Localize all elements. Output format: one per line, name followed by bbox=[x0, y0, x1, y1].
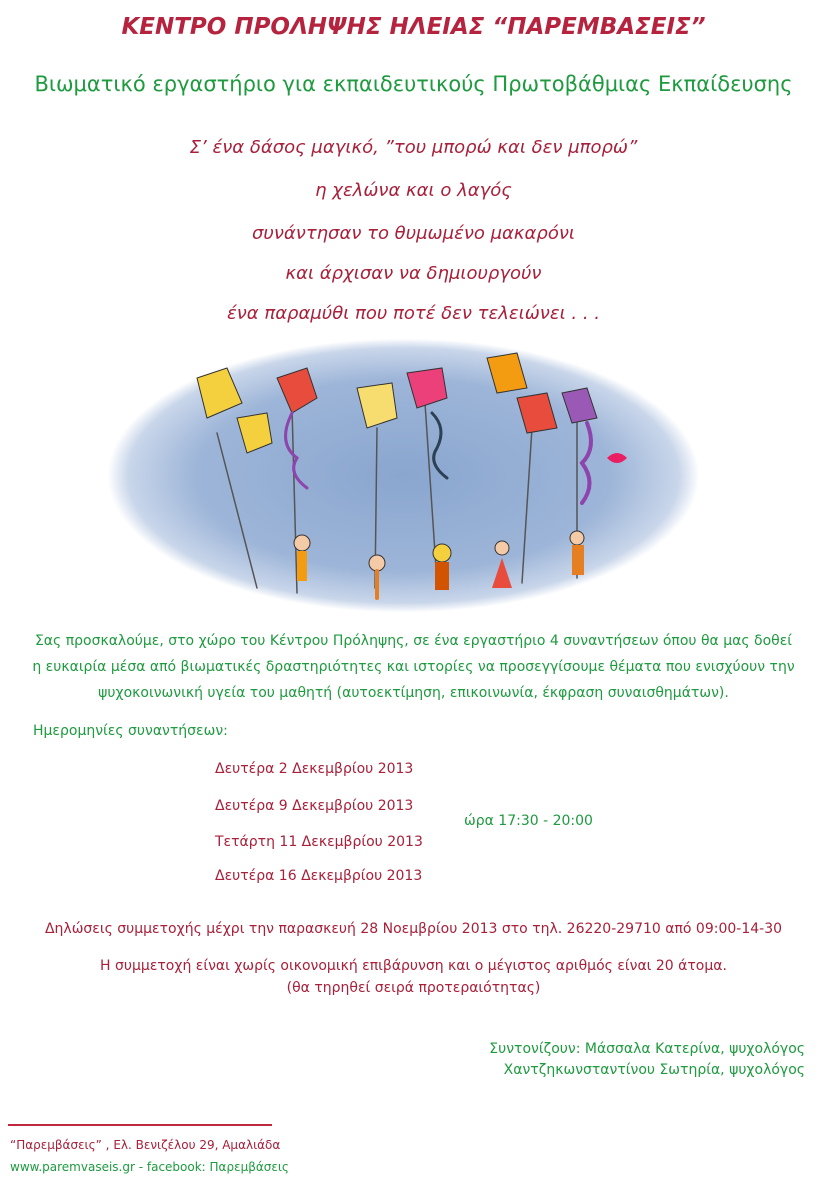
poem-line: συνάντησαν το θυμωμένο μακαρόνι bbox=[252, 223, 575, 244]
coordinator-line: Συντονίζουν: Μάσσαλα Κατερίνα, ψυχολόγος bbox=[489, 1041, 805, 1057]
coordinator-line: Χαντζηκωνσταντίνου Σωτηρία, ψυχολόγος bbox=[503, 1062, 805, 1078]
footer-address: “Παρεμβάσεις” , Ελ. Βενιζέλου 29, Αμαλιάδα bbox=[10, 1138, 281, 1152]
meeting-date: Δευτέρα 9 Δεκεμβρίου 2013 bbox=[215, 798, 414, 814]
meeting-time: ώρα 17:30 - 20:00 bbox=[464, 813, 593, 829]
intro-line: Σας προσκαλούμε, στο χώρο του Κέντρου Πρόληψης, σε ένα εργαστήριο 4 συναντήσεων όπου θα μας δοθεί bbox=[34, 633, 793, 649]
poem-line: η χελώνα και ο λαγός bbox=[315, 180, 512, 201]
poem-line: Σ’ ένα δάσος μαγικό, ”του μπορώ και δεν μπορώ” bbox=[189, 137, 638, 158]
page-title: ΚΕΝΤΡΟ ΠΡΟΛΗΨΗΣ ΗΛΕΙΑΣ “ΠΑΡΕΜΒΑΣΕΙΣ” bbox=[121, 14, 706, 40]
intro-line: η ευκαιρία μέσα από βιωματικές δραστηριότητες και ιστορίες να προσεγγίσουμε θέματα που ενισχύουν την bbox=[32, 659, 795, 675]
meeting-date: Δευτέρα 2 Δεκεμβρίου 2013 bbox=[215, 761, 414, 777]
dates-label: Ημερομηνίες συναντήσεων: bbox=[33, 723, 228, 739]
intro-line: ψυχοκοινωνική υγεία του μαθητή (αυτοεκτίμηση, επικοινωνία, έκφραση συναισθημάτων). bbox=[98, 685, 729, 701]
poem-line: και άρχισαν να δημιουργούν bbox=[285, 263, 542, 284]
priority-note: (θα τηρηθεί σειρά προτεραιότητας) bbox=[286, 980, 541, 996]
intro-paragraph bbox=[28, 628, 799, 706]
page-subtitle: Βιωματικό εργαστήριο για εκπαιδευτικούς Πρωτοβάθμιας Εκπαίδευσης bbox=[34, 72, 793, 96]
meeting-date: Δευτέρα 16 Δεκεμβρίου 2013 bbox=[215, 868, 423, 884]
footer-website-link[interactable]: www.paremvaseis.gr - facebook: Παρεμβάσεις bbox=[10, 1160, 289, 1174]
meeting-date: Τετάρτη 11 Δεκεμβρίου 2013 bbox=[215, 834, 423, 850]
footer-divider bbox=[8, 1124, 272, 1126]
registration-info: Δηλώσεις συμμετοχής μέχρι την παρασκευή 28 Νοεμβρίου 2013 στο τηλ. 26220-29710 από 09:00-14-30 bbox=[44, 921, 783, 937]
poem-line: ένα παραμύθι που ποτέ δεν τελειώνει . . . bbox=[226, 303, 601, 324]
kites-drawing-image bbox=[107, 338, 700, 613]
cost-info: Η συμμετοχή είναι χωρίς οικονομική επιβάρυνση και ο μέγιστος αριθμός είναι 20 άτομα. bbox=[100, 958, 727, 974]
